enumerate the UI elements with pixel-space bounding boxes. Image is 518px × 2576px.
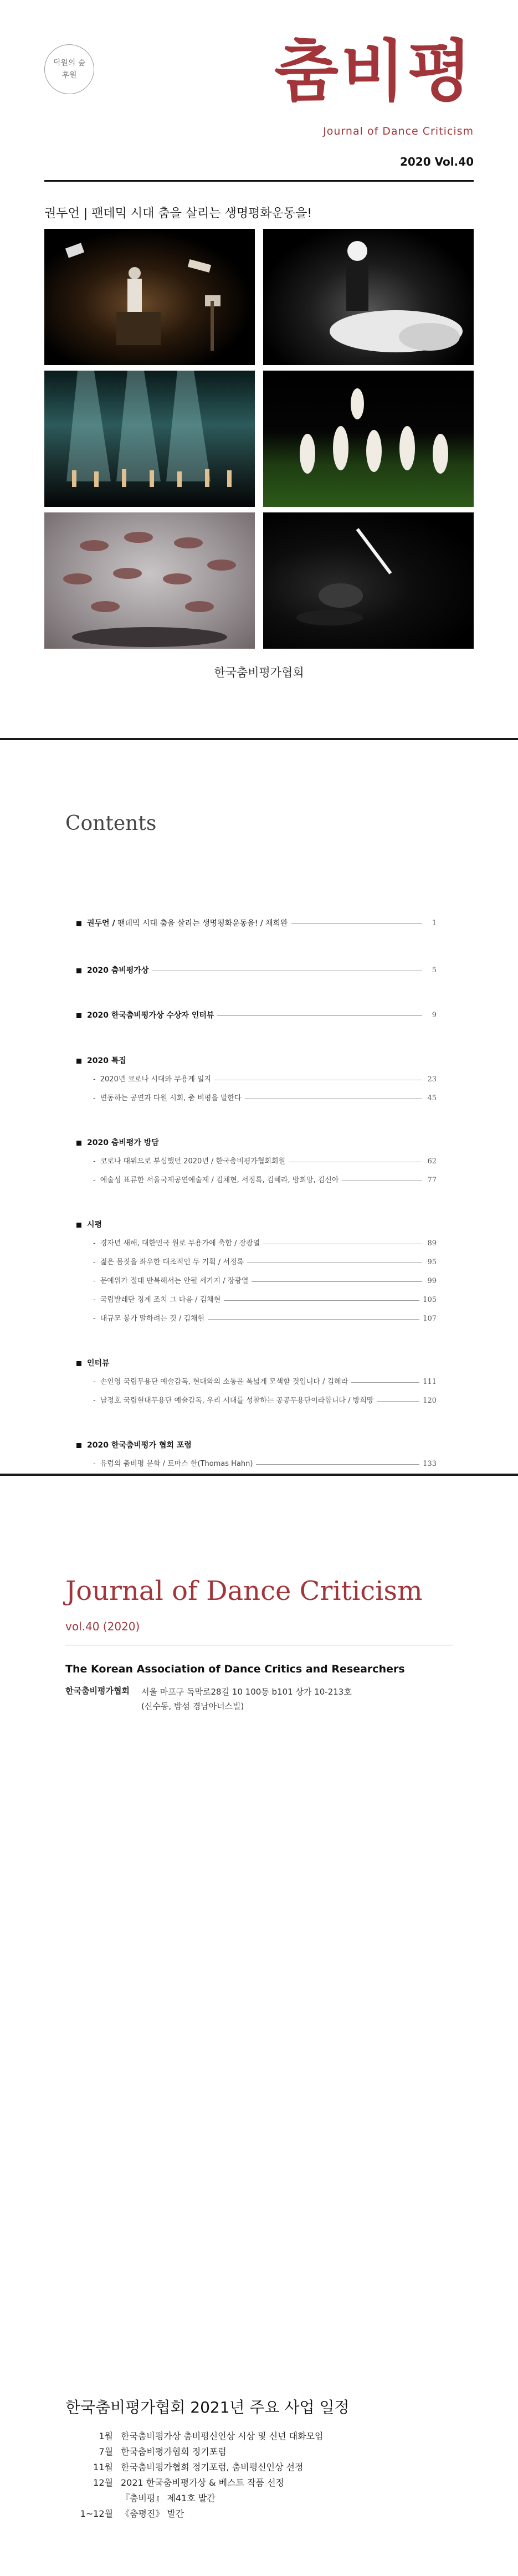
- toc-subentry: [93, 1314, 437, 1324]
- toc-page-number: 111: [423, 1378, 437, 1386]
- schedule-text: 2021 한국춤비평가상 & 베스트 작품 선정: [121, 2477, 285, 2488]
- toc-label-text: 코로나 대위으로 부심했던 2020년 / 한국춤비평가협회회원: [100, 1157, 286, 1166]
- dance-photo-2: [263, 229, 474, 365]
- toc-label-text: 유럽의 춤비평 문화 / 토마스 한(Thomas Hahn): [100, 1460, 253, 1468]
- toc-label-bold: 2020 특집: [87, 1056, 126, 1065]
- toc-label: [87, 1138, 159, 1148]
- toc-label: [87, 1010, 214, 1020]
- toc-dash: -: [93, 1315, 96, 1323]
- toc-leader-line: [256, 1464, 419, 1465]
- toc-label-text: 남정호 국립현대무용단 예술감독, 우리 시대를 성찰하는 공공무용단이라합니다 / 방희망: [100, 1397, 374, 1405]
- toc-label-text: 경자년 새해, 대한민국 원로 무용가에 축함 / 장광열: [100, 1239, 260, 1248]
- toc-subentry: [93, 1459, 437, 1469]
- toc-label: [87, 1358, 110, 1368]
- toc-label: [100, 1094, 242, 1104]
- toc-page-number: 23: [427, 1075, 437, 1084]
- toc-dash: -: [93, 1460, 96, 1468]
- toc-entry: [76, 918, 437, 928]
- cover-page: [0, 0, 518, 738]
- toc-page-number: 99: [427, 1277, 437, 1285]
- schedule-text: 한국춤비평가협회 정기포럼, 춤비평신인상 선정: [121, 2462, 304, 2472]
- toc-subentry: [93, 1239, 437, 1249]
- toc-leader-line: [217, 1015, 422, 1016]
- journal-volume: 2020 Vol.40: [399, 155, 474, 168]
- toc-label-bold: 시평: [87, 1220, 102, 1229]
- toc-bullet-icon: [76, 1443, 81, 1448]
- toc-page-number: 9: [432, 1011, 437, 1019]
- toc-subentry: [93, 1258, 437, 1268]
- cover-divider: [44, 180, 474, 182]
- journal-title: 춤비평: [274, 33, 474, 110]
- toc-dash: -: [93, 1157, 96, 1166]
- toc-page-number: 107: [423, 1315, 437, 1323]
- toc-subentry: [93, 1094, 437, 1104]
- toc-label: [87, 1056, 126, 1066]
- sponsor-badge-line1: 덕원의 숲: [53, 59, 86, 68]
- toc-label-text: 팬데믹 시대 춤을 살리는 생명평화운동을! / 채희완: [115, 919, 288, 928]
- toc-entry: [76, 1138, 437, 1148]
- dance-photo-6: [263, 512, 474, 649]
- toc-dash: -: [93, 1094, 96, 1102]
- toc-label-bold: 2020 한국춤비평가상 수상자 인터뷰: [87, 1011, 214, 1020]
- schedule-row: [65, 2429, 453, 2444]
- toc-dash: -: [93, 1239, 96, 1248]
- toc-entry: [76, 1220, 437, 1230]
- toc-label-bold: 권두언 /: [87, 919, 115, 928]
- toc-label-text: 대규모 봉가 말하려는 것 / 김채현: [100, 1315, 204, 1323]
- toc-label: [100, 1176, 339, 1186]
- back-volume: vol.40 (2020): [65, 1620, 140, 1633]
- toc-page-number: 1: [432, 919, 437, 927]
- schedule-row: [65, 2506, 453, 2522]
- toc-label: [87, 1440, 192, 1450]
- schedule-text: 한국춤비평가협회 정기포럼: [121, 2446, 227, 2457]
- toc-bullet-icon: [76, 1013, 81, 1018]
- schedule-text: 『춤비평』 제41호 발간: [121, 2493, 216, 2503]
- toc-subentry: [93, 1396, 437, 1406]
- dance-photo-5: [44, 512, 255, 649]
- toc-dash: -: [93, 1075, 96, 1084]
- org-name-korean: 한국춤비평가협회: [65, 1686, 130, 1696]
- toc-page-number: 45: [427, 1094, 437, 1102]
- contents-title: Contents: [65, 812, 157, 835]
- address-line-2: (신수동, 밤섬 경남아너스빌): [141, 1701, 244, 1711]
- toc-label: [87, 918, 288, 928]
- address-line-1: 서울 마포구 독막로28길 10 100동 b101 상가 10-213호: [141, 1687, 352, 1697]
- schedule-text: 한국춤비평가상 춤비평신인상 시상 및 신년 대화모임: [121, 2431, 324, 2441]
- toc-bullet-icon: [76, 1059, 81, 1064]
- toc-entry: [76, 1056, 437, 1066]
- toc-subentry: [93, 1295, 437, 1305]
- toc-subentry: [93, 1377, 437, 1387]
- toc-leader-line: [351, 1382, 419, 1383]
- toc-dash: -: [93, 1176, 96, 1184]
- toc-label-text: 변동하는 공연과 다원 시회, 춤 비평을 말한다: [100, 1094, 242, 1102]
- toc-label-bold: 2020 한국춤비평가 협회 포럼: [87, 1441, 192, 1450]
- toc-label-bold: 2020 춤비평가 방담: [87, 1138, 159, 1147]
- cover-headline: 권두언 | 팬데믹 시대 춤을 살리는 생명평화운동을!: [44, 207, 312, 220]
- toc-page-number: 89: [427, 1239, 437, 1248]
- schedule-month: [65, 2491, 121, 2506]
- schedule-row: [65, 2475, 453, 2491]
- toc-label: [100, 1459, 253, 1469]
- toc-bullet-icon: [76, 1141, 81, 1146]
- toc-bullet-icon: [76, 1223, 81, 1228]
- toc-entry: [76, 966, 437, 976]
- toc-entry: [76, 1440, 437, 1450]
- toc-label: [100, 1377, 348, 1387]
- toc-subentry: [93, 1176, 437, 1186]
- toc-page-number: 77: [427, 1176, 437, 1184]
- toc-label-text: 손인영 국립무용단 예술감독, 현대와의 소통을 폭넓게 모색할 것입니다 / 김혜라: [100, 1378, 348, 1386]
- toc-subentry: [93, 1157, 437, 1167]
- org-name-english: The Korean Association of Dance Critics and Researchers: [65, 1663, 405, 1675]
- toc-label-text: 2020년 코로나 시대와 무용계 일지: [100, 1075, 212, 1084]
- toc-subentry: [93, 1276, 437, 1286]
- org-address: [141, 1685, 352, 1713]
- cover-publisher: 한국춤비평가협회: [214, 666, 304, 679]
- toc-leader-line: [224, 1300, 419, 1301]
- toc-label: [87, 1220, 102, 1230]
- dance-photo-3: [44, 371, 255, 507]
- toc-label: [100, 1276, 249, 1286]
- toc-leader-line: [208, 1319, 419, 1320]
- schedule-month: 12월: [93, 2477, 113, 2488]
- dance-photo-1: [44, 229, 255, 365]
- toc-label-text: 예술성 표류한 서울국제공연예술제 / 김채현, 서정록, 김혜라, 방희망, 김신아: [100, 1176, 339, 1184]
- back-page: [0, 1476, 518, 2576]
- toc-dash: -: [93, 1296, 96, 1304]
- schedule-month: 1월: [99, 2431, 113, 2441]
- toc-bullet-icon: [76, 968, 81, 973]
- toc-dash: -: [93, 1277, 96, 1285]
- toc-page-number: 5: [432, 966, 437, 974]
- toc-label: [100, 1239, 260, 1249]
- dance-photo-4: [263, 371, 474, 507]
- schedule-row: [65, 2460, 453, 2475]
- schedule-list: [65, 2429, 453, 2522]
- journal-subtitle: Journal of Dance Criticism: [323, 125, 474, 137]
- schedule-row: [65, 2444, 453, 2460]
- schedule-row: [65, 2491, 453, 2506]
- toc-label-text: 문예위가 절대 반복해서는 안될 세가지 / 장광열: [100, 1277, 249, 1285]
- schedule-month: 7월: [99, 2446, 113, 2457]
- toc-label: [87, 966, 148, 976]
- toc-label: [100, 1396, 374, 1406]
- toc-label-bold: 인터뷰: [87, 1359, 110, 1368]
- schedule-text: 《춤평진》 발간: [121, 2508, 184, 2519]
- toc-label: [100, 1157, 285, 1167]
- schedule-title: 한국춤비평가협회 2021년 주요 사업 일정: [65, 2398, 350, 2416]
- toc-page-number: 62: [427, 1157, 437, 1166]
- schedule-month: 11월: [93, 2462, 113, 2472]
- toc-label-bold: 2020 춤비평가상: [87, 966, 149, 975]
- toc-entry: [76, 1010, 437, 1020]
- toc-entry: [76, 1358, 437, 1368]
- toc-page-number: 120: [423, 1397, 437, 1405]
- sponsor-badge: [44, 44, 94, 94]
- toc-leader-line: [377, 1401, 419, 1402]
- toc-dash: -: [93, 1258, 96, 1266]
- sponsor-badge-line2: 후원: [61, 71, 77, 80]
- contents-page: [0, 740, 518, 1474]
- toc-dash: -: [93, 1397, 96, 1405]
- toc-bullet-icon: [76, 921, 81, 926]
- toc-bullet-icon: [76, 1361, 81, 1366]
- back-journal-title: Journal of Dance Criticism: [65, 1576, 423, 1607]
- toc-label: [100, 1258, 244, 1268]
- toc-page-number: 95: [427, 1258, 437, 1266]
- toc-subentry: [93, 1075, 437, 1085]
- toc-page-number: 133: [423, 1460, 437, 1468]
- toc-label: [100, 1075, 211, 1085]
- toc-label-text: 젊은 몸짓을 좌우한 대조적인 두 기획 / 서정록: [100, 1258, 244, 1266]
- toc-leader-line: [291, 923, 422, 924]
- schedule-month: 1~12월: [80, 2508, 113, 2519]
- toc-page-number: 105: [423, 1296, 437, 1304]
- toc-label: [100, 1314, 204, 1324]
- toc-dash: -: [93, 1378, 96, 1386]
- toc-leader-line: [252, 1281, 422, 1282]
- toc-label: [100, 1295, 221, 1305]
- toc-label-text: 국립발레단 징계 조치 그 다음 / 김채현: [100, 1296, 221, 1304]
